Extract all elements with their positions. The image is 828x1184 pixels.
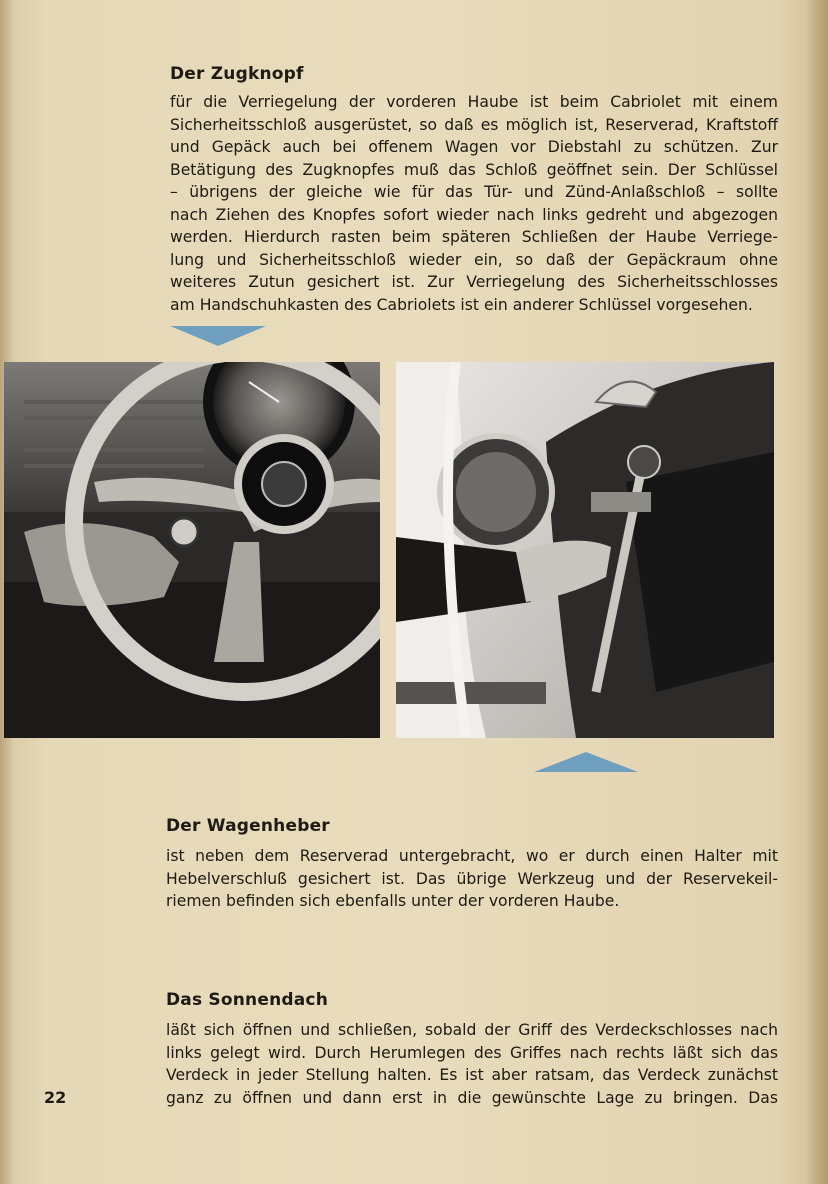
text-line: links gelegt wird. Durch Herumlegen des Griffes nach rechts läßt sich das — [166, 1043, 778, 1062]
photo-hood-latch — [396, 362, 774, 738]
text-line: nach Ziehen des Knopfes sofort wieder nach links gedreht und abgezogen — [170, 205, 778, 224]
text-line: für die Verriegelung der vorderen Haube ist beim Cabriolet mit einem — [170, 93, 778, 111]
text-line: und Gepäck auch bei offenem Wagen vor Diebstahl zu schützen. Zur — [170, 138, 778, 156]
text-line: ist neben dem Reserverad untergebracht, wo er durch einen Halter mit — [166, 847, 778, 865]
text-line: Sicherheitsschloß ausgerüstet, so daß es möglich ist, Reserverad, Kraftstoff — [170, 115, 778, 134]
page-number: 22 — [44, 1088, 67, 1107]
heading-zugknopf: Der Zugknopf — [170, 64, 304, 84]
heading-wagenheber: Der Wagenheber — [166, 816, 330, 836]
text-line: ganz zu öffnen und dann erst in die gewünschte Lage zu bringen. Das — [166, 1088, 778, 1107]
text-line: werden. Hierdurch rasten beim späteren Schließen der Haube Verriege- — [170, 228, 778, 246]
text-line: am Handschuhkasten des Cabriolets ist ein anderer Schlüssel vorgesehen. — [170, 295, 753, 314]
photo-steering-wheel — [4, 362, 380, 738]
text-line: Hebelverschluß gesichert ist. Das übrige Werkzeug und der Reservekeil- — [166, 869, 778, 888]
text-line: riemen befinden sich ebenfalls unter der vorderen Haube. — [166, 892, 620, 910]
text-line: weiteres Zutun gesichert ist. Zur Verriegelung des Sicherheitsschlosses — [170, 273, 778, 291]
page-edge-shadow — [806, 0, 828, 1184]
paragraph-zugknopf — [170, 91, 778, 316]
text-line: Betätigung des Zugknopfes muß das Schloß geöffnet sein. Der Schlüssel — [170, 160, 778, 179]
paragraph-sonnendach — [166, 1019, 778, 1109]
heading-sonnendach: Das Sonnendach — [166, 990, 329, 1010]
text-line: lung und Sicherheitsschloß wieder ein, so daß der Gepäckraum ohne — [170, 250, 778, 269]
text-line: läßt sich öffnen und schließen, sobald der Griff des Verdeckschlosses nach — [166, 1021, 778, 1039]
paragraph-wagenheber — [166, 845, 778, 913]
text-line: Verdeck in jeder Stellung halten. Es ist aber ratsam, das Verdeck zunächst — [166, 1066, 778, 1084]
text-line: – übrigens der gleiche wie für das Tür- und Zünd-Anlaßschloß – sollte — [170, 183, 778, 201]
triangle-up-icon — [534, 752, 638, 772]
triangle-down-icon — [170, 326, 266, 346]
